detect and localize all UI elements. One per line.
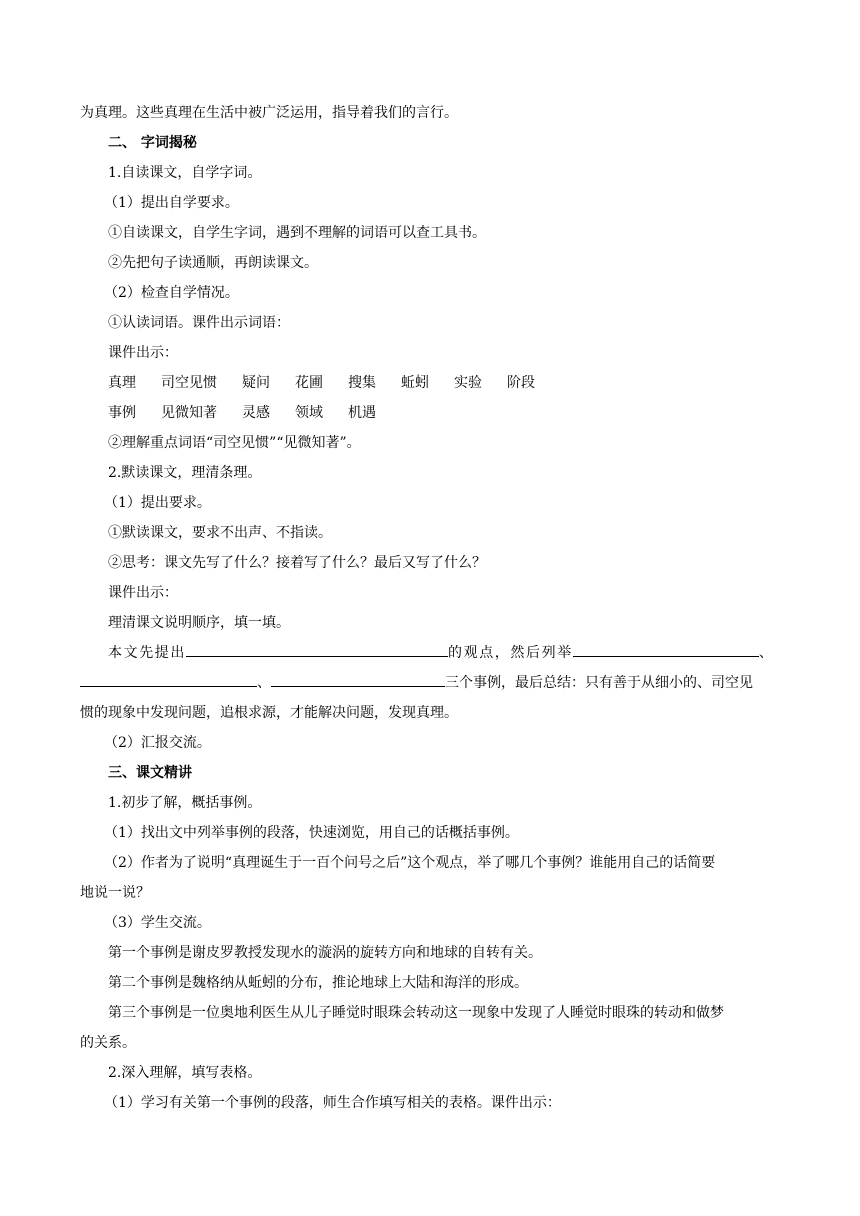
paragraph-line: ①自读课文，自学生字词，遇到不理解的词语可以查工具书。: [108, 225, 486, 241]
paragraph-line: 第二个事例是魏格纳从蚯蚓的分布，推论地球上大陆和海洋的形成。: [108, 975, 528, 991]
paragraph-line: （1）提出自学要求。: [104, 195, 239, 211]
blank-example-3[interactable]: [271, 668, 445, 687]
paragraph-line: 惯的现象中发现问题，追根求源，才能解决问题，发现真理。: [80, 705, 458, 721]
fill-text: 、: [257, 675, 271, 691]
paragraph-line: ②思考：课文先写了什么？接着写了什么？最后又写了什么？: [108, 555, 486, 571]
vocab-word: 阶段: [507, 375, 535, 391]
paragraph-line: 1.自读课文，自学字词。: [108, 165, 262, 181]
paragraph-line: 理清课文说明顺序，填一填。: [108, 615, 290, 631]
paragraph-line: 2.默读课文，理清条理。: [108, 465, 262, 481]
fill-text: 的观点，然后列举: [448, 645, 573, 661]
paragraph-line: 第三个事例是一位奥地利医生从儿子睡觉时眼珠会转动这一现象中发现了人睡觉时眼珠的转动和做梦: [108, 1005, 724, 1021]
paragraph-line: 1.初步了解，概括事例。: [108, 795, 262, 811]
vocab-word: 事例: [108, 405, 136, 421]
vocab-word: 疑问: [242, 375, 270, 391]
fill-in-line-2: [80, 668, 780, 698]
paragraph-line: 的关系。: [80, 1035, 136, 1051]
paragraph-line: 为真理。这些真理在生活中被广泛运用，指导着我们的言行。: [80, 105, 458, 121]
vocab-row-2: [80, 398, 780, 428]
paragraph-line: 地说一说？: [80, 885, 150, 901]
paragraph-line: ①默读课文，要求不出声、不指读。: [108, 525, 332, 541]
fill-text: 、: [758, 645, 775, 661]
paragraph-line: （3）学生交流。: [104, 915, 211, 931]
paragraph-line: 第一个事例是谢皮罗教授发现水的漩涡的旋转方向和地球的自转有关。: [108, 945, 542, 961]
fill-text: 三个事例，最后总结：只有善于从细小的、司空见: [445, 675, 753, 691]
fill-text: 本文先提出: [108, 645, 186, 661]
paragraph-line: 课件出示：: [108, 345, 178, 361]
vocab-row-1: [80, 368, 780, 398]
vocab-word: 机遇: [348, 405, 376, 421]
vocab-word: 司空见惯: [161, 375, 217, 391]
vocab-word: 灵感: [242, 405, 270, 421]
paragraph-line: （1）提出要求。: [104, 495, 211, 511]
fill-in-line-1: [80, 638, 780, 668]
blank-example-1[interactable]: [573, 638, 759, 657]
blank-example-2[interactable]: [80, 668, 257, 687]
paragraph-line: 课件出示：: [108, 585, 178, 601]
paragraph-line: ②先把句子读通顺，再朗读课文。: [108, 255, 318, 271]
vocab-word: 搜集: [348, 375, 376, 391]
vocab-word: 实验: [454, 375, 482, 391]
paragraph-line: ①认读词语。课件出示词语：: [108, 315, 290, 331]
paragraph-line: （1）学习有关第一个事例的段落，师生合作填写相关的表格。课件出示：: [104, 1095, 561, 1111]
paragraph-line: ②理解重点词语“司空见惯”“见微知著”。: [108, 435, 361, 451]
paragraph-line: （1）找出文中列举事例的段落，快速浏览，用自己的话概括事例。: [104, 825, 519, 841]
paragraph-line: （2）汇报交流。: [104, 735, 211, 751]
paragraph-line: 2.深入理解，填写表格。: [108, 1065, 262, 1081]
paragraph-line: （2）检查自学情况。: [104, 285, 239, 301]
paragraph-line: （2）作者为了说明“真理诞生于一百个问号之后”这个观点，举了哪几个事例？谁能用自己的话简要: [104, 855, 716, 871]
vocab-word: 领域: [295, 405, 323, 421]
vocab-word: 见微知著: [161, 405, 217, 421]
vocab-word: 真理: [108, 375, 136, 391]
section-heading: 三、课文精讲: [108, 765, 192, 781]
document-page: [80, 98, 780, 1118]
blank-viewpoint[interactable]: [186, 638, 448, 657]
vocab-word: 花圃: [295, 375, 323, 391]
vocab-word: 蚯蚓: [401, 375, 429, 391]
section-heading: 二、 字词揭秘: [108, 135, 197, 151]
